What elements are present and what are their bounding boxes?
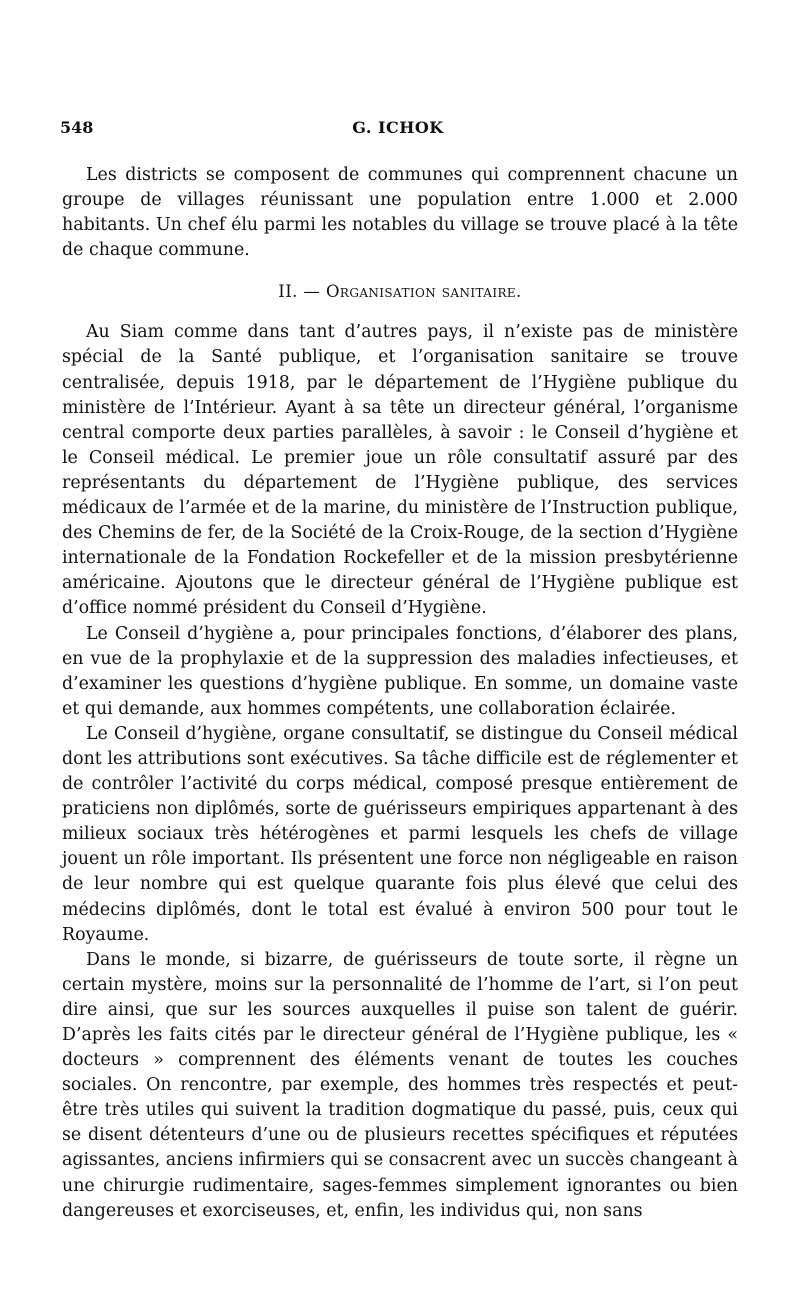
page-header — [60, 118, 736, 142]
paragraph: Dans le monde, si bizarre, de guérisseurs de toute sorte, il règne un certain mystère, moins sur la personnalité de l’homme de l’art, si l’on peut dire ainsi, que sur les sources auxquelles il puise son talent de guérir. D’après les faits cités par le directeur général de l’Hygiène publique, les « docteurs » comprennent des éléments venant de toutes les couches sociales. On rencontre, par exemple, des hommes très respectés et peut-être très utiles qui suivent la tradition dogmatique du passé, puis, ceux qui se disent détenteurs d’une ou de plusieurs recettes spécifiques et réputées agissantes, anciens infirmiers qui se consacrent avec un succès changeant à une chirurgie rudimentaire, sages-femmes simplement ignorantes ou bien dangereuses et exorciseuses, et, enfin, les individus qui, non sans — [62, 949, 738, 1221]
paragraph: Le Conseil d’hygiène, organe consultatif, se distingue du Conseil médical dont les attributions sont exécutives. Sa tâche difficile est de réglementer et de contrôler l’activité du corps médical, composé presque entièrement de praticiens non diplômés, sorte de guérisseurs empiriques appartenant à des milieux sociaux très hétérogènes et parmi lesquels les chefs de village jouent un rôle important. Ils présentent une force non négligeable en raison de leur nombre qui est quelque quarante fois plus élevé que celui des médecins diplômés, dont le total est évalué à environ 500 pour tout le Royaume. — [62, 723, 738, 945]
paragraph: Les districts se composent de communes qui comprennent chacune un groupe de villages réunissant une population entre 1.000 et 2.000 habitants. Un chef élu parmi les notables du village se trouve placé à la tête de chaque commune. — [62, 165, 738, 261]
page-body — [62, 163, 738, 1224]
page-number: 548 — [60, 118, 94, 137]
paragraph: Le Conseil d’hygiène a, pour principales fonctions, d’élaborer des plans, en vue de la prophylaxie et de la suppression des maladies infectieuses, et d’examiner les questions d’hygiène publique. En somme, un domaine vaste et qui demande, aux hommes compétents, une collaboration éclairée. — [62, 623, 738, 719]
paragraph: Au Siam comme dans tant d’autres pays, il n’existe pas de ministère spécial de la Santé publique, et l’organisation sanitaire se trouve centralisée, depuis 1918, par le département de l’Hygiène publique du ministère de l’Intérieur. Ayant à sa tête un directeur général, l’organisme central comporte deux parties parallèles, à savoir : le Conseil d’hygiène et le Conseil médical. Le premier joue un rôle consultatif assuré par des représentants du département de l’Hygiène publique, des services médicaux de l’armée et de la marine, du ministère de l’Instruction publique, des Chemins de fer, de la Société de la Croix-Rouge, de la section d’Hygiène internationale de la Fondation Rockefeller et de la mission presbytérienne américaine. Ajoutons que le directeur général de l’Hygiène publique est d’office nommé président du Conseil d’Hygiène. — [62, 322, 738, 619]
running-head: G. ICHOK — [352, 118, 444, 137]
section-title: II. — Organisation sanitaire. — [278, 282, 522, 302]
